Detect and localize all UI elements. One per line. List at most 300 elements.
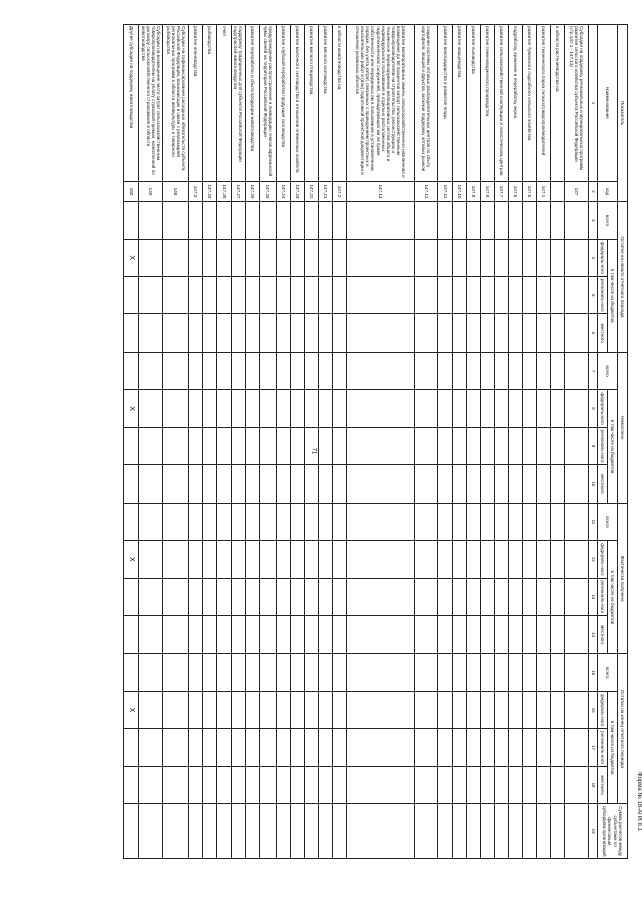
- value-cell: [551, 352, 565, 389]
- value-cell: [494, 503, 508, 540]
- value-cell: [259, 766, 276, 803]
- value-cell: [189, 766, 203, 803]
- value-cell: [203, 427, 217, 464]
- value-cell: [452, 578, 466, 615]
- value-cell: [347, 503, 414, 540]
- row-code: 147.6: [508, 181, 522, 201]
- value-cell: [203, 804, 217, 859]
- value-cell: [551, 616, 565, 654]
- value-cell: [565, 239, 589, 276]
- settlements-header: Сумма расчетов между субъектами по финансовым субсидиям организаций: [598, 804, 628, 859]
- value-cell: [259, 804, 276, 859]
- value-cell: [217, 239, 231, 276]
- value-cell: [139, 578, 163, 615]
- value-cell: [189, 202, 203, 239]
- value-cell: [480, 654, 494, 691]
- value-cell: [480, 465, 494, 504]
- row-name: развитие Тувинского подсобного сельского хозяйства: [522, 25, 536, 182]
- value-cell: [319, 352, 333, 389]
- value-cell: [231, 202, 245, 239]
- value-cell: [277, 427, 291, 464]
- table-row: [124, 25, 139, 859]
- row-name: рыбоводства: [203, 25, 217, 182]
- value-cell: [494, 314, 508, 352]
- value-cell: [163, 654, 189, 691]
- value-cell: [305, 766, 319, 803]
- value-cell: [333, 804, 347, 859]
- table-row: [245, 25, 259, 859]
- value-cell: [305, 616, 319, 654]
- value-cell: [333, 654, 347, 691]
- value-cell: [537, 427, 551, 464]
- value-cell: [466, 766, 480, 803]
- value-cell: [217, 314, 231, 352]
- value-cell: [494, 427, 508, 464]
- value-cell: [163, 202, 189, 239]
- value-cell: [319, 503, 333, 540]
- row-name: развитие переработки и сбыта продукции животноводства: [245, 25, 259, 182]
- value-cell: [189, 276, 203, 313]
- value-cell: [508, 729, 522, 766]
- value-cell: [203, 691, 217, 728]
- value-cell: [347, 202, 414, 239]
- value-cell: [319, 654, 333, 691]
- row-name: развитие льноводства: [466, 25, 480, 182]
- value-cell: [414, 541, 438, 578]
- column-number: 9: [589, 427, 598, 464]
- value-cell: [291, 239, 305, 276]
- value-cell: [124, 465, 139, 504]
- value-cell: [522, 616, 536, 654]
- value-cell: [203, 314, 217, 352]
- value-cell: [347, 729, 414, 766]
- value-cell: [217, 654, 231, 691]
- row-code: 147.5: [522, 181, 536, 201]
- value-cell: [333, 390, 347, 427]
- value-cell: [565, 729, 589, 766]
- value-cell: [305, 390, 319, 427]
- row-code: 147.22: [305, 181, 319, 201]
- value-cell: [139, 541, 163, 578]
- value-cell: [163, 578, 189, 615]
- value-cell: [414, 276, 438, 313]
- value-cell: [508, 314, 522, 352]
- value-cell: [163, 691, 189, 728]
- value-cell: [347, 541, 414, 578]
- column-number: 15: [589, 654, 598, 691]
- value-cell: [291, 465, 305, 504]
- value-cell: [414, 314, 438, 352]
- value-cell: [291, 352, 305, 389]
- value-cell: [522, 239, 536, 276]
- value-cell: [291, 691, 305, 728]
- value-cell: [438, 541, 452, 578]
- value-cell: [124, 427, 139, 464]
- value-cell: [305, 503, 319, 540]
- value-cell: [414, 390, 438, 427]
- value-cell: [452, 766, 466, 803]
- value-cell: [277, 202, 291, 239]
- value-cell: [277, 465, 291, 504]
- row-name: Другие субсидии на поддержку животноводства: [124, 25, 139, 182]
- value-cell: [305, 654, 319, 691]
- value-cell: [466, 654, 480, 691]
- value-cell: [291, 616, 305, 654]
- value-cell: [347, 804, 414, 859]
- value-cell: [565, 427, 589, 464]
- value-cell: [452, 427, 466, 464]
- row-name: поддержку традиционных для субъекта Российской Федерации подотраслей животноводства: [231, 25, 245, 182]
- value-cell: [508, 352, 522, 389]
- value-cell: [245, 465, 259, 504]
- local-header: местного: [598, 616, 608, 654]
- value-cell: [163, 465, 189, 504]
- value-cell: [452, 541, 466, 578]
- value-cell: [259, 276, 276, 313]
- value-cell: [494, 616, 508, 654]
- value-cell: [466, 276, 480, 313]
- row-name: развитие семеноводческого производства: [480, 25, 494, 182]
- row-name: подработку, хранение и переработку зерна: [508, 25, 522, 182]
- value-cell: [494, 465, 508, 504]
- row-code: 147.8: [480, 181, 494, 201]
- value-cell: [551, 202, 565, 239]
- value-cell: [319, 202, 333, 239]
- value-cell: [480, 427, 494, 464]
- value-cell: [522, 578, 536, 615]
- value-cell: [277, 578, 291, 615]
- row-code: 147.13: [347, 181, 414, 201]
- value-cell: [480, 314, 494, 352]
- value-cell: [124, 616, 139, 654]
- row-code: 147.1: [537, 181, 551, 201]
- value-cell: [277, 314, 291, 352]
- value-cell: [203, 654, 217, 691]
- value-cell: [522, 654, 536, 691]
- row-name: в области животноводства на:: [333, 25, 347, 182]
- value-cell: [466, 729, 480, 766]
- value-cell: [291, 729, 305, 766]
- value-cell: [333, 314, 347, 352]
- column-number: 13: [589, 578, 598, 615]
- value-cell: [305, 729, 319, 766]
- value-cell: [217, 202, 231, 239]
- value-cell: [217, 729, 231, 766]
- value-cell: [452, 239, 466, 276]
- name-header: Наименование: [598, 25, 618, 182]
- value-cell: [565, 691, 589, 728]
- federal-header: федераль-ного: [598, 390, 608, 427]
- value-cell: [508, 427, 522, 464]
- value-cell: [231, 654, 245, 691]
- value-cell: [189, 804, 203, 859]
- value-cell: [259, 314, 276, 352]
- value-cell: [319, 729, 333, 766]
- value-cell: [189, 616, 203, 654]
- table-row: [217, 25, 231, 859]
- value-cell: [277, 352, 291, 389]
- value-cell: [231, 804, 245, 859]
- value-cell: [414, 578, 438, 615]
- value-cell: [565, 465, 589, 504]
- row-code: 147.29: [203, 181, 217, 201]
- value-cell: [494, 766, 508, 803]
- rotated-form-sheet: [123, 24, 642, 859]
- row-code: 147.2: [333, 181, 347, 201]
- value-cell: [466, 465, 480, 504]
- value-cell: [124, 202, 139, 239]
- row-code: 147.28: [217, 181, 231, 201]
- value-cell: [189, 654, 203, 691]
- value-cell: [466, 541, 480, 578]
- row-code: 147.12: [414, 181, 438, 201]
- value-cell: [347, 578, 414, 615]
- value-cell: [466, 691, 480, 728]
- value-cell: [139, 729, 163, 766]
- value-cell: [259, 578, 276, 615]
- value-cell: [245, 314, 259, 352]
- value-cell: [551, 390, 565, 427]
- value-cell: [231, 390, 245, 427]
- value-cell: [522, 465, 536, 504]
- value-cell: [494, 202, 508, 239]
- value-cell: [291, 541, 305, 578]
- value-cell: [414, 427, 438, 464]
- value-cell: [305, 202, 319, 239]
- value-cell: [452, 691, 466, 728]
- table-row: [163, 25, 189, 859]
- value-cell: [466, 804, 480, 859]
- group-header-end: Остатки на конец отчетного периода: [618, 654, 628, 804]
- value-cell: [347, 352, 414, 389]
- value-cell: [291, 578, 305, 615]
- value-cell: [480, 503, 494, 540]
- value-cell: [163, 427, 189, 464]
- value-cell: [139, 766, 163, 803]
- value-cell: [333, 766, 347, 803]
- value-cell: [217, 503, 231, 540]
- value-cell: [217, 427, 231, 464]
- value-cell: [124, 766, 139, 803]
- row-code: [551, 181, 565, 201]
- cross-mark: X: [124, 691, 139, 728]
- value-cell: [163, 541, 189, 578]
- value-cell: [551, 691, 565, 728]
- value-cell: [537, 804, 551, 859]
- value-cell: [466, 314, 480, 352]
- value-cell: [291, 503, 305, 540]
- value-cell: [551, 578, 565, 615]
- value-cell: [124, 503, 139, 540]
- value-cell: [494, 654, 508, 691]
- value-cell: [438, 276, 452, 313]
- value-cell: [414, 503, 438, 540]
- value-cell: [217, 804, 231, 859]
- column-number: 10: [589, 465, 598, 504]
- value-cell: [466, 616, 480, 654]
- local-header: местного: [598, 465, 608, 504]
- value-cell: [508, 541, 522, 578]
- row-name: развитие глубокой переработки продукции скотоводства: [277, 25, 291, 182]
- table-row: [291, 25, 305, 859]
- value-cell: [259, 729, 276, 766]
- value-cell: [537, 202, 551, 239]
- value-cell: [438, 578, 452, 615]
- value-cell: [305, 314, 319, 352]
- value-cell: [438, 616, 452, 654]
- value-cell: [347, 239, 414, 276]
- value-cell: [319, 276, 333, 313]
- table-row: [231, 25, 245, 859]
- row-name: развитие сельскохозяйственной кооперации и логистических центров: [494, 25, 508, 182]
- value-cell: [139, 202, 163, 239]
- value-cell: [217, 390, 231, 427]
- value-cell: [480, 766, 494, 803]
- value-cell: [452, 729, 466, 766]
- value-cell: [259, 239, 276, 276]
- table-row: [333, 25, 347, 859]
- value-cell: [333, 276, 347, 313]
- value-cell: [305, 427, 319, 464]
- value-cell: [231, 766, 245, 803]
- column-number: 16: [589, 691, 598, 728]
- row-name: развитие овощеводства: [452, 25, 466, 182]
- value-cell: [565, 616, 589, 654]
- value-cell: [537, 766, 551, 803]
- value-cell: [508, 616, 522, 654]
- value-cell: [508, 691, 522, 728]
- value-cell: [565, 766, 589, 803]
- value-cell: [305, 276, 319, 313]
- value-cell: [494, 804, 508, 859]
- value-cell: [277, 616, 291, 654]
- value-cell: [189, 427, 203, 464]
- value-cell: [537, 390, 551, 427]
- value-cell: [163, 239, 189, 276]
- value-cell: [231, 427, 245, 464]
- value-cell: [414, 729, 438, 766]
- value-cell: [217, 691, 231, 728]
- value-cell: [452, 276, 466, 313]
- value-cell: [551, 427, 565, 464]
- value-cell: [319, 465, 333, 504]
- value-cell: [480, 616, 494, 654]
- table-row: [522, 25, 536, 859]
- row-name: развитие мясного птицеводства: [305, 25, 319, 182]
- table-header: [589, 25, 628, 859]
- value-cell: [291, 766, 305, 803]
- row-name: развитие мясного скотоводства: [319, 25, 333, 182]
- value-cell: [217, 578, 231, 615]
- table-row: [277, 25, 291, 859]
- value-cell: [452, 616, 466, 654]
- value-cell: [537, 654, 551, 691]
- value-cell: [522, 314, 536, 352]
- value-cell: [347, 314, 414, 352]
- row-code: 149: [139, 181, 163, 201]
- value-cell: [347, 654, 414, 691]
- regional-header: региональ-ного: [598, 427, 608, 464]
- value-cell: [508, 390, 522, 427]
- value-cell: [139, 276, 163, 313]
- column-number: 4: [589, 239, 598, 276]
- value-cell: [414, 202, 438, 239]
- value-cell: [245, 541, 259, 578]
- row-name: развитие молочного скотоводства в отношении племенных хозяйств: [291, 25, 305, 182]
- value-cell: [466, 352, 480, 389]
- row-code: 147.26: [245, 181, 259, 201]
- value-cell: [139, 352, 163, 389]
- value-cell: [537, 276, 551, 313]
- column-number: 11: [589, 503, 598, 540]
- value-cell: [537, 314, 551, 352]
- value-cell: [480, 804, 494, 859]
- page-number: 71: [310, 447, 317, 455]
- row-code: 147.23: [291, 181, 305, 201]
- including-budgets-header: в том числе из бюджетов: [608, 390, 618, 503]
- value-cell: [139, 616, 163, 654]
- value-cell: [124, 578, 139, 615]
- row-code: 147.3: [189, 181, 203, 201]
- value-cell: [231, 691, 245, 728]
- value-cell: [565, 503, 589, 540]
- value-cell: [508, 654, 522, 691]
- value-cell: [305, 578, 319, 615]
- column-number: 19: [589, 804, 598, 859]
- value-cell: [163, 729, 189, 766]
- value-cell: [522, 691, 536, 728]
- total-header: всего: [598, 202, 618, 239]
- value-cell: [245, 804, 259, 859]
- value-cell: [333, 691, 347, 728]
- value-cell: [305, 465, 319, 504]
- value-cell: [551, 541, 565, 578]
- value-cell: [565, 314, 589, 352]
- value-cell: [217, 541, 231, 578]
- value-cell: [414, 691, 438, 728]
- table-row: [480, 25, 494, 859]
- value-cell: [319, 427, 333, 464]
- table-row: [414, 25, 438, 859]
- value-cell: [163, 804, 189, 859]
- value-cell: [347, 427, 414, 464]
- value-cell: [537, 691, 551, 728]
- value-cell: [277, 766, 291, 803]
- value-cell: [565, 654, 589, 691]
- value-cell: [565, 578, 589, 615]
- row-code: 147.27: [231, 181, 245, 201]
- value-cell: [508, 465, 522, 504]
- value-cell: [494, 239, 508, 276]
- value-cell: [494, 578, 508, 615]
- row-code: 147.9: [466, 181, 480, 201]
- column-number: 14: [589, 616, 598, 654]
- row-code: 147.7: [494, 181, 508, 201]
- value-cell: [452, 654, 466, 691]
- column-number: 5: [589, 276, 598, 313]
- value-cell: [245, 427, 259, 464]
- value-cell: [508, 202, 522, 239]
- value-cell: [438, 427, 452, 464]
- value-cell: [231, 616, 245, 654]
- value-cell: [259, 654, 276, 691]
- code-header: код: [598, 181, 618, 201]
- value-cell: [305, 352, 319, 389]
- row-name: развитие мелиоративных земель сельскохозяйственного назначения и возмещение до 50 процентов затрат сельскохозяйственным товаропроизводителям на строительство, реконструкцию и техническое перевооружение мелиоративных систем общего и индивидуального пользования и отдельно расположенных гидротехнических сооружений, принадлежащих им на праве собственности или переданных им в пользование в установленном порядке, без учета затрат, связанных с проведением проектных и изыскательских работ и (или) подготовкой проектной документации в отношении указанных объектов: [347, 25, 414, 182]
- value-cell: [551, 766, 565, 803]
- value-cell: [452, 804, 466, 859]
- value-cell: [277, 276, 291, 313]
